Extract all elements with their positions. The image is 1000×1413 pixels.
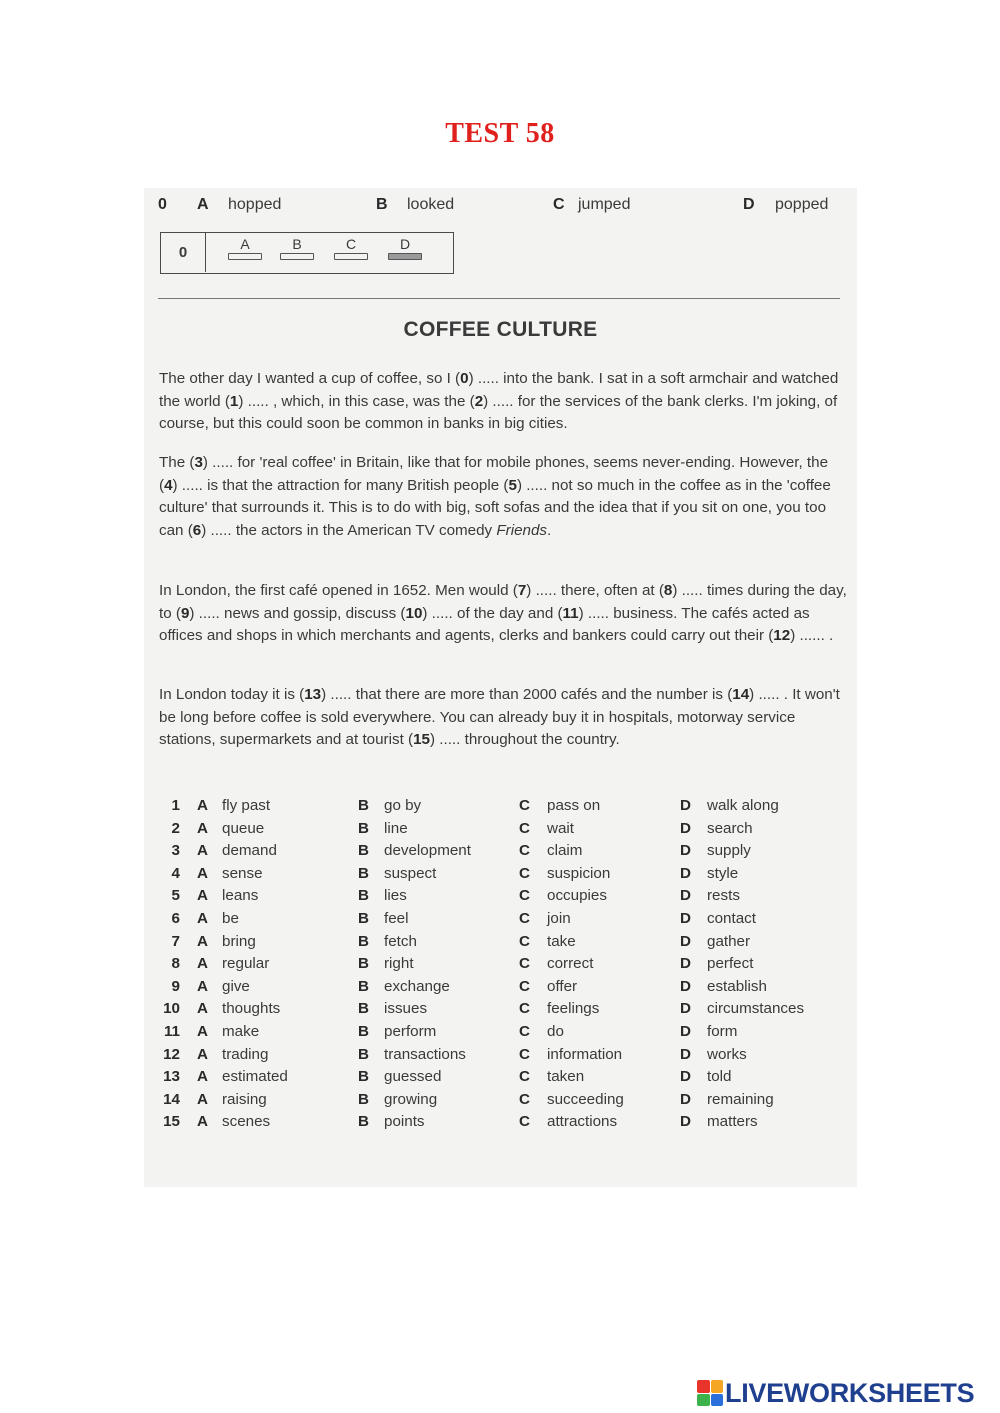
option-a: sense [222, 864, 263, 882]
example-answer-box [160, 232, 454, 274]
text-run: . [547, 521, 552, 539]
gap-number: 10 [405, 604, 423, 622]
answer-row [144, 842, 857, 865]
option-letter-c: C [519, 932, 530, 950]
option-letter-c: C [519, 1113, 530, 1131]
answer-row [144, 910, 857, 933]
option-letter-c: C [519, 1022, 530, 1040]
option-b: development [384, 842, 471, 860]
option-letter-b: B [358, 1045, 369, 1063]
option-a: make [222, 1022, 260, 1040]
option-letter-b: B [358, 1113, 369, 1131]
text-run: ) ..... not so much in the coffee as in the 'coffee culture' that surrounds it. This is to do with big, soft sofas and the idea that if you sit on one, you too can ( [159, 476, 831, 539]
option-a: trading [222, 1045, 269, 1063]
question-number: 13 [163, 1068, 180, 1086]
gap-number: 8 [663, 582, 673, 599]
liveworksheets-logo-icon [697, 1380, 723, 1406]
option-letter-b: B [358, 1022, 369, 1040]
option-letter-a: A [197, 864, 208, 882]
option-letter-a: A [197, 1000, 208, 1018]
answer-row [144, 865, 857, 888]
example-question [144, 196, 857, 218]
option-b: fetch [384, 932, 417, 950]
example-box-number: 0 [161, 233, 206, 272]
option-letter-a: A [197, 1090, 208, 1108]
option-c: occupies [547, 887, 607, 905]
option-letter-b: B [358, 955, 369, 973]
question-number: 9 [171, 977, 180, 995]
option-b: suspect [384, 864, 437, 882]
answer-row [144, 933, 857, 956]
option-letter-c: C [519, 955, 530, 973]
answer-row [144, 1113, 857, 1136]
question-number: 6 [171, 909, 180, 927]
gap-number: 5 [508, 476, 517, 494]
option-a: give [222, 977, 250, 995]
text-run: ) ..... throughout the country. [430, 731, 620, 748]
answer-mark-c [334, 253, 368, 260]
option-b: issues [384, 1000, 428, 1018]
option-a: fly past [222, 797, 271, 814]
question-number: 15 [163, 1113, 180, 1131]
answer-mark-d-filled [388, 253, 422, 260]
question-number: 2 [171, 819, 180, 837]
answer-options-list [144, 797, 857, 1136]
text-run: ) ..... the actors in the American TV comedy [201, 521, 497, 539]
answer-row [144, 887, 857, 910]
option-letter-c: C [519, 1068, 530, 1086]
option-letter-a: A [197, 797, 208, 814]
paragraph-1 [159, 368, 849, 436]
option-letter-b: B [358, 842, 369, 860]
option-letter-c: C [519, 1000, 530, 1018]
example-box-option-d: D [387, 236, 423, 260]
option-letter-a: A [197, 887, 208, 905]
example-number: 0 [158, 196, 167, 213]
option-letter-a: A [197, 955, 208, 973]
option-letter-c: C [519, 977, 530, 995]
option-a: leans [222, 887, 259, 905]
answer-row [144, 978, 857, 1001]
answer-mark-b [280, 253, 314, 260]
gap-number: 12 [773, 627, 791, 644]
option-a: thoughts [222, 1000, 281, 1018]
gap-number: 0 [460, 370, 469, 387]
option-letter-b: B [358, 1068, 369, 1086]
option-a: queue [222, 819, 265, 837]
option-letter-d: D [680, 887, 691, 905]
option-b: line [384, 819, 408, 837]
option-letter-a: A [197, 1045, 208, 1063]
text-run: ) ..... business. The cafés acted as offices and shops in which merchants and agents, clerks and bankers could carry out their ( [159, 604, 810, 644]
option-c: suspicion [547, 864, 611, 882]
gap-number: 13 [304, 686, 322, 703]
option-d: supply [707, 842, 751, 860]
option-b: right [384, 955, 414, 973]
gap-number: 1 [229, 392, 239, 410]
option-letter-c: C [519, 864, 530, 882]
text-run: The ( [159, 454, 195, 471]
option-letter-d: D [680, 909, 691, 927]
option-letter-d: D [680, 1113, 691, 1131]
question-number: 14 [163, 1090, 180, 1108]
option-letter-d: D [680, 955, 691, 973]
passage-heading: COFFEE CULTURE [403, 318, 598, 341]
logo-square [697, 1394, 710, 1407]
option-c: information [547, 1045, 623, 1063]
text-run: ) ..... of the day and ( [422, 604, 563, 622]
example-box-option-b: B [279, 236, 315, 260]
question-number: 11 [163, 1022, 180, 1040]
option-letter-a: A [197, 1113, 208, 1131]
example-letter-c: C [553, 196, 565, 213]
option-letter-d: D [680, 1090, 691, 1108]
text-run: In London today it is ( [159, 686, 305, 703]
option-a: scenes [222, 1113, 271, 1131]
gap-number: 3 [194, 454, 203, 471]
option-letter-c: C [519, 1045, 530, 1063]
option-c: do [547, 1022, 564, 1040]
option-letter-c: C [519, 1090, 530, 1108]
example-letter-a: A [197, 196, 209, 213]
option-d: gather [707, 932, 751, 950]
option-letter-d: D [680, 1000, 691, 1018]
option-a: estimated [222, 1068, 288, 1086]
option-b: growing [384, 1090, 438, 1108]
option-c: pass on [547, 797, 601, 814]
text-run: ) ..... into the bank. I sat in a soft armchair and watched the world ( [159, 370, 839, 410]
logo-square [697, 1380, 710, 1393]
option-c: succeeding [547, 1090, 624, 1108]
answer-row [144, 1068, 857, 1091]
option-d: walk along [707, 797, 779, 814]
option-letter-b: B [358, 977, 369, 995]
text-run: ) ..... . It won't be long before coffee is sold everywhere. You can already buy it in hospitals, motorway service stations, supermarkets and at tourist ( [159, 686, 840, 748]
divider [158, 298, 840, 299]
logo-square [711, 1380, 724, 1393]
gap-number: 7 [517, 582, 527, 599]
question-number: 10 [163, 1000, 180, 1018]
option-d: works [707, 1045, 747, 1063]
option-letter-b: B [358, 932, 369, 950]
option-letter-a: A [197, 842, 208, 860]
gap-number: 2 [474, 392, 484, 410]
option-letter-b: B [358, 1000, 369, 1018]
example-option-a: hopped [228, 196, 282, 213]
test-title: TEST 58 [445, 118, 555, 149]
gap-number: 9 [180, 604, 190, 622]
text-run: ) ...... . [790, 627, 834, 644]
gap-number: 6 [192, 521, 202, 539]
question-number: 12 [163, 1045, 180, 1063]
option-letter-c: C [519, 797, 530, 814]
option-a: demand [222, 842, 277, 860]
example-option-b: looked [407, 196, 455, 213]
option-letter-b: B [358, 909, 369, 927]
option-d: remaining [707, 1090, 774, 1108]
gap-number: 15 [413, 731, 430, 748]
option-c: taken [547, 1068, 585, 1086]
answer-row [144, 797, 857, 820]
option-letter-d: D [680, 842, 691, 860]
option-c: wait [547, 819, 575, 837]
option-letter-d: D [680, 1022, 691, 1040]
option-d: circumstances [707, 1000, 805, 1018]
paragraph-3 [159, 580, 849, 648]
logo-text: LIVEWORKSHEETS [725, 1377, 975, 1408]
option-c: attractions [547, 1113, 618, 1131]
option-d: rests [707, 887, 740, 905]
option-d: style [707, 864, 739, 882]
answer-mark-a [228, 253, 262, 260]
example-option-c: jumped [578, 196, 631, 213]
option-c: feelings [547, 1000, 600, 1018]
option-letter-a: A [197, 1022, 208, 1040]
option-a: regular [222, 955, 270, 973]
answer-row [144, 820, 857, 843]
option-a: bring [222, 932, 256, 950]
option-c: correct [547, 955, 594, 973]
option-letter-c: C [519, 887, 530, 905]
paragraph-4 [159, 684, 849, 752]
option-letter-b: B [358, 887, 369, 905]
question-number: 4 [171, 864, 180, 882]
option-d: contact [707, 909, 756, 927]
answer-row [144, 1091, 857, 1114]
gap-number: 11 [562, 604, 579, 622]
question-number: 3 [171, 842, 180, 860]
question-number: 1 [171, 797, 180, 814]
option-letter-a: A [197, 977, 208, 995]
option-letter-c: C [519, 909, 530, 927]
option-b: feel [384, 909, 409, 927]
question-number: 8 [171, 955, 180, 973]
option-d: search [707, 819, 753, 837]
option-letter-d: D [680, 864, 691, 882]
logo-square [711, 1394, 724, 1407]
option-letter-c: C [519, 842, 530, 860]
option-letter-c: C [519, 819, 530, 837]
option-b: guessed [384, 1068, 442, 1086]
italic-title: Friends [496, 521, 548, 539]
option-letter-a: A [197, 909, 208, 927]
example-letter-d: D [743, 196, 755, 213]
option-c: join [547, 909, 571, 927]
option-letter-a: A [197, 1068, 208, 1086]
paragraph-2 [159, 452, 849, 542]
worksheet-scan [144, 188, 857, 1187]
text-run: ) ..... news and gossip, discuss ( [189, 604, 406, 622]
option-d: form [707, 1022, 738, 1040]
option-letter-b: B [358, 797, 369, 814]
option-b: lies [384, 887, 407, 905]
text-run: ) ..... for 'real coffee' in Britain, like that for mobile phones, seems never-ending. However, the ( [159, 454, 829, 494]
option-c: offer [547, 977, 578, 995]
option-b: go by [384, 797, 422, 814]
example-box-option-a: A [227, 236, 263, 260]
option-b: exchange [384, 977, 450, 995]
option-letter-b: B [358, 864, 369, 882]
text-run: The other day I wanted a cup of coffee, so I ( [159, 370, 461, 387]
option-letter-d: D [680, 797, 691, 814]
text-run: ) ..... is that the attraction for many British people ( [172, 476, 509, 494]
answer-row [144, 1046, 857, 1069]
text-run: ) ..... for the services of the bank clerks. I'm joking, of course, but this could soon be common in banks in big cities. [159, 392, 838, 432]
answer-row [144, 955, 857, 978]
option-letter-d: D [680, 1068, 691, 1086]
option-d: perfect [707, 955, 754, 973]
question-number: 5 [171, 887, 180, 905]
option-letter-d: D [680, 932, 691, 950]
option-letter-b: B [358, 819, 369, 837]
question-number: 7 [171, 932, 180, 950]
option-letter-d: D [680, 1045, 691, 1063]
option-b: perform [384, 1022, 437, 1040]
answer-row [144, 1023, 857, 1046]
liveworksheets-logo [697, 1378, 974, 1408]
option-d: matters [707, 1113, 758, 1131]
option-c: take [547, 932, 576, 950]
example-option-d: popped [775, 196, 829, 213]
option-letter-d: D [680, 977, 691, 995]
option-b: points [384, 1113, 425, 1131]
answer-row [144, 1000, 857, 1023]
example-letter-b: B [376, 196, 388, 213]
option-c: claim [547, 842, 583, 860]
option-letter-d: D [680, 819, 691, 837]
text-run: ) ..... that there are more than 2000 cafés and the number is ( [321, 686, 733, 703]
option-a: raising [222, 1090, 267, 1108]
text-run: ) ..... there, often at ( [526, 582, 664, 599]
text-run: ) ..... , which, in this case, was the ( [238, 392, 475, 410]
option-letter-a: A [197, 819, 208, 837]
option-letter-a: A [197, 932, 208, 950]
option-letter-b: B [358, 1090, 369, 1108]
gap-number: 4 [164, 476, 173, 494]
text-run: In London, the first café opened in 1652. Men would ( [159, 582, 518, 599]
option-d: told [707, 1068, 732, 1086]
option-d: establish [707, 977, 767, 995]
option-a: be [222, 909, 239, 927]
text-run: ) ..... times during the day, to ( [159, 582, 847, 622]
option-b: transactions [384, 1045, 466, 1063]
example-box-option-c: C [333, 236, 369, 260]
gap-number: 14 [732, 686, 750, 703]
